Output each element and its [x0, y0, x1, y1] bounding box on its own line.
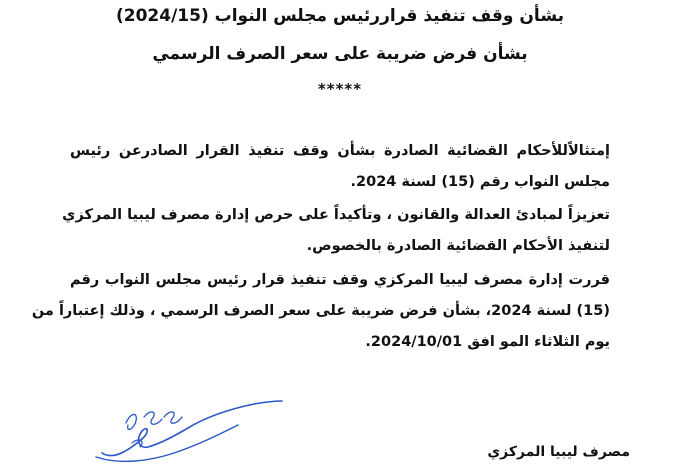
paragraph-justice: [62, 200, 610, 262]
document-title: بشأن وقف تنفيذ قراررئيس مجلس النواب (2024/15): [115, 6, 564, 26]
signatory-name: مصرف ليبيا المركزي: [487, 444, 630, 460]
paragraph-line: إمتثالاًللأحكام القضائية الصادرة بشأن وقف تنفيذ القرار الصادرعن رئيس: [70, 143, 610, 159]
paragraph-line: يوم الثلاثاء المو افق 2024/10/01.: [365, 334, 610, 350]
paragraph-line: (15) لسنة 2024، بشأن فرض ضريبة على سعر الصرف الرسمي ، وذلك إعتباراً من: [31, 303, 610, 319]
paragraph-line: لتنفيذ الأحكام القضائية الصادرة بالخصوص.: [306, 238, 610, 254]
paragraph-line: تعزيزاً لمبادئ العدالة والقانون ، وتأكيداً على حرص إدارة مصرف ليبيا المركزي: [62, 207, 610, 223]
paragraph-compliance: [70, 136, 610, 198]
document-subtitle: بشأن فرض ضريبة على سعر الصرف الرسمي: [152, 44, 528, 64]
paragraph-line: قررت إدارة مصرف ليبيا المركزي وقف تنفيذ قرار رئيس مجلس النواب رقم: [70, 272, 610, 288]
paragraph-line: مجلس النواب رقم (15) لسنة 2024.: [350, 174, 610, 190]
paragraph-decision: [31, 265, 610, 358]
separator: *****: [317, 80, 363, 98]
